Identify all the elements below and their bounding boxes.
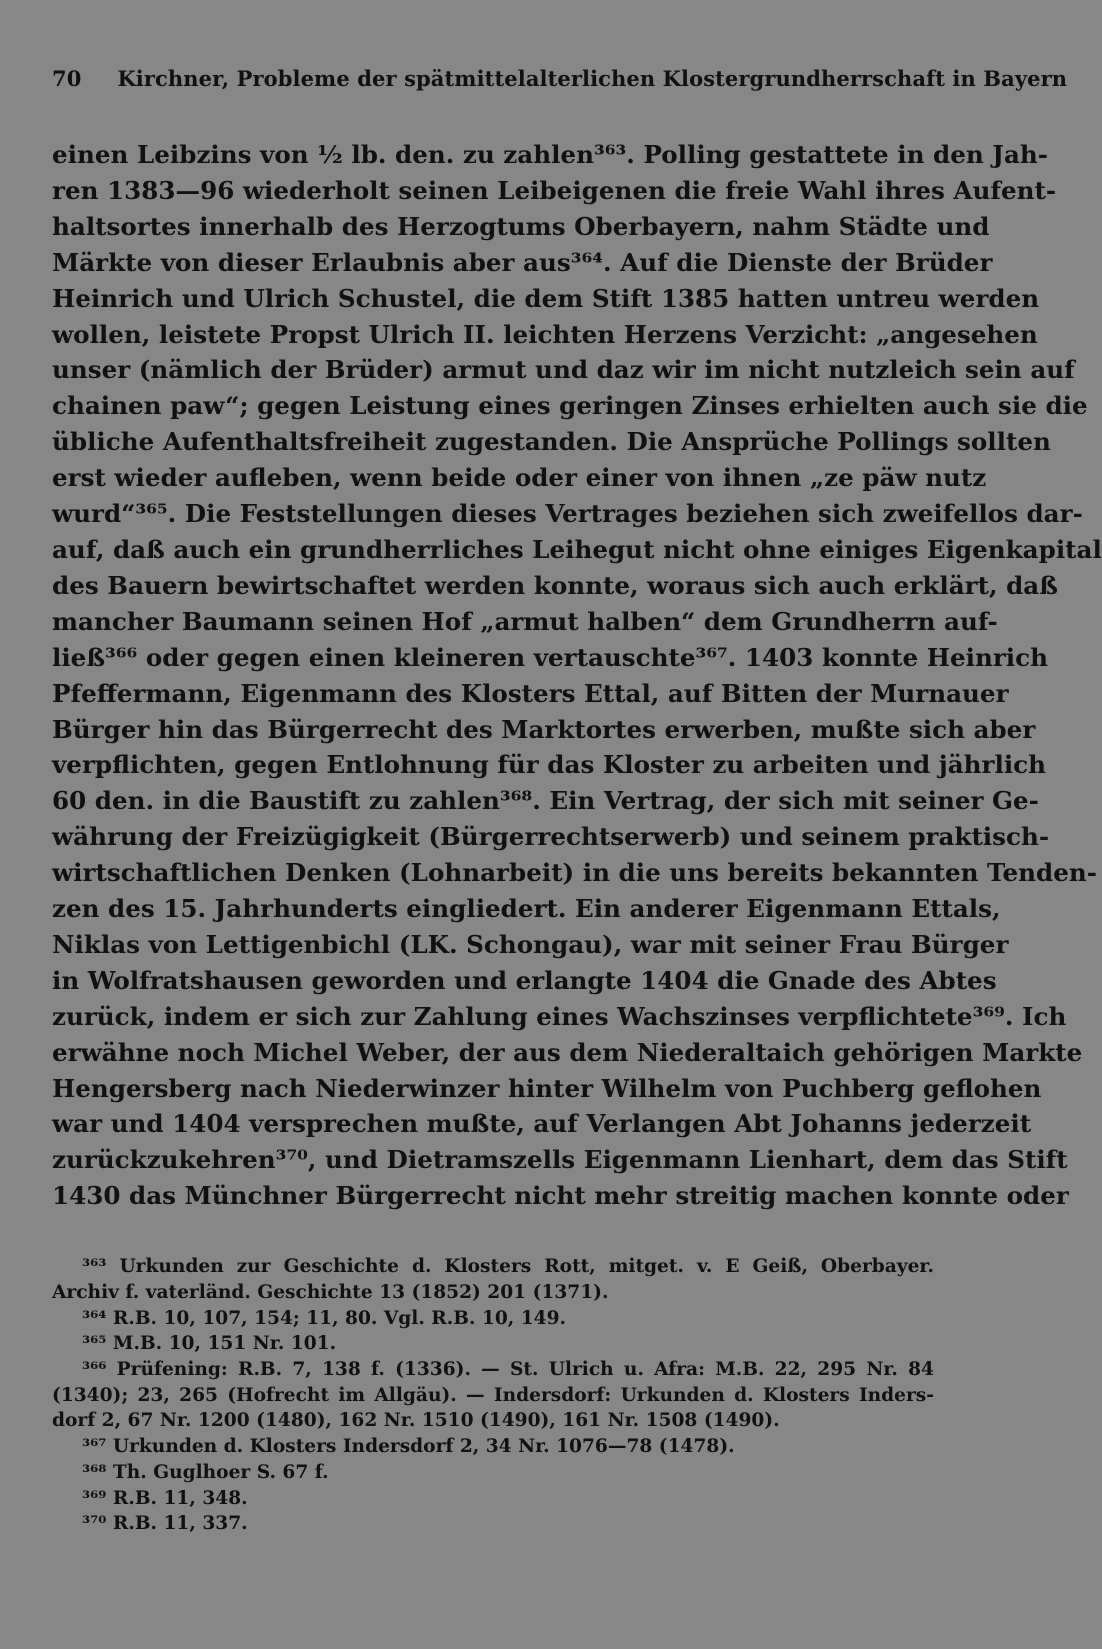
body-line: 60 den. in die Baustift zu zahlen³⁶⁸. Ein Vertrag, der sich mit seiner Ge-: [52, 786, 1039, 816]
footnote-line: Archiv f. vaterländ. Geschichte 13 (1852) 201 (1371).: [52, 1281, 609, 1303]
footnote-line: ³⁶⁸ Th. Guglhoer S. 67 f.: [82, 1461, 329, 1483]
body-line: unser (nämlich der Brüder) armut und daz wir im nicht nutzleich sein auf: [52, 355, 1075, 385]
body-line: ren 1383—96 wiederholt seinen Leibeigenen die freie Wahl ihres Aufent-: [52, 175, 1057, 205]
footnote-line: ³⁶³ Urkunden zur Geschichte d. Klosters Rott, mitget. v. E Geiß, Oberbayer.: [82, 1256, 934, 1278]
footnote-line: ³⁶⁷ Urkunden d. Klosters Indersdorf 2, 34 Nr. 1076—78 (1478).: [82, 1436, 735, 1458]
body-line: ließ³⁶⁶ oder gegen einen kleineren vertauschte³⁶⁷. 1403 konnte Heinrich: [52, 642, 1048, 672]
body-line: Bürger hin das Bürgerrecht des Marktortes erwerben, mußte sich aber: [52, 714, 1036, 744]
body-line: Märkte von dieser Erlaubnis aber aus³⁶⁴. Auf die Dienste der Brüder: [52, 247, 993, 277]
footnote-line: ³⁶⁹ R.B. 11, 348.: [82, 1487, 248, 1509]
body-line: Heinrich und Ulrich Schustel, die dem Stift 1385 hatten untreu werden: [52, 283, 1040, 313]
footnote-line: ³⁷⁰ R.B. 11, 337.: [82, 1513, 248, 1535]
running-title: Kirchner, Probleme der spätmittelalterlichen Klostergrundherrschaft in Bayern: [117, 66, 1068, 91]
body-line: währung der Freizügigkeit (Bürgerrechtserwerb) und seinem praktisch-: [52, 822, 1050, 852]
body-line: einen Leibzins von ½ lb. den. zu zahlen³⁶³. Polling gestattete in den Jah-: [52, 140, 1048, 169]
body-line: erwähne noch Michel Weber, der aus dem Niederaltaich gehörigen Markte: [52, 1037, 1083, 1067]
body-line: Pfeffermann, Eigenmann des Klosters Ettal, auf Bitten der Murnauer: [52, 678, 1009, 708]
body-line: Niklas von Lettigenbichl (LK. Schongau), war mit seiner Frau Bürger: [52, 929, 1009, 959]
page-number: 70: [52, 66, 82, 91]
body-line: verpflichten, gegen Entlohnung für das Kloster zu arbeiten und jährlich: [52, 750, 1047, 780]
body-line: wurd“³⁶⁵. Die Feststellungen dieses Vertrages beziehen sich zweifellos dar-: [52, 499, 1083, 529]
footnotes: [52, 1254, 934, 1537]
footnote-line: dorf 2, 67 Nr. 1200 (1480), 162 Nr. 1510 (1490), 161 Nr. 1508 (1490).: [52, 1410, 780, 1432]
body-line: zurück, indem er sich zur Zahlung eines Wachszinses verpflichtete³⁶⁹. Ich: [52, 1001, 1067, 1031]
footnote-line: ³⁶⁴ R.B. 10, 107, 154; 11, 80. Vgl. R.B. 10, 149.: [82, 1307, 567, 1329]
body-line: chainen paw“; gegen Leistung eines geringen Zinses erhielten auch sie die: [52, 391, 1088, 421]
body-line: 1430 das Münchner Bürgerrecht nicht mehr streitig machen konnte oder: [52, 1181, 1069, 1211]
footnote-line: (1340); 23, 265 (Hofrecht im Allgäu). — Indersdorf: Urkunden d. Klosters Inders-: [52, 1384, 934, 1406]
body-line: auf, daß auch ein grundherrliches Leihegut nicht ohne einiges Eigenkapital: [52, 534, 1102, 564]
body-text: [52, 137, 1102, 1214]
body-line: zurückzukehren³⁷⁰, und Dietramszells Eigenmann Lienhart, dem das Stift: [52, 1145, 1068, 1175]
body-line: mancher Baumann seinen Hof „armut halben“ dem Grundherrn auf-: [52, 606, 998, 636]
body-line: des Bauern bewirtschaftet werden konnte, woraus sich auch erklärt, daß: [52, 570, 1058, 600]
body-line: zen des 15. Jahrhunderts eingliedert. Ein anderer Eigenmann Ettals,: [52, 894, 1001, 924]
footnote-line: ³⁶⁶ Prüfening: R.B. 7, 138 f. (1336). — St. Ulrich u. Afra: M.B. 22, 295 Nr. 84: [82, 1359, 934, 1380]
footnote-line: ³⁶⁵ M.B. 10, 151 Nr. 101.: [82, 1333, 337, 1355]
body-line: Hengersberg nach Niederwinzer hinter Wilhelm von Puchberg geflohen: [52, 1073, 1042, 1103]
body-line: übliche Aufenthaltsfreiheit zugestanden. Die Ansprüche Pollings sollten: [52, 427, 1051, 457]
body-line: haltsortes innerhalb des Herzogtums Oberbayern, nahm Städte und: [52, 211, 990, 241]
body-line: wirtschaftlichen Denken (Lohnarbeit) in die uns bereits bekannten Tenden-: [52, 858, 1097, 888]
body-line: erst wieder aufleben, wenn beide oder einer von ihnen „ze päw nutz: [52, 463, 987, 493]
body-line: war und 1404 versprechen mußte, auf Verlangen Abt Johanns jederzeit: [52, 1109, 1032, 1139]
body-line: in Wolfratshausen geworden und erlangte 1404 die Gnade des Abtes: [52, 965, 997, 995]
running-head: [52, 66, 1068, 91]
body-line: wollen, leistete Propst Ulrich II. leichten Herzens Verzicht: „angesehen: [52, 319, 1038, 349]
